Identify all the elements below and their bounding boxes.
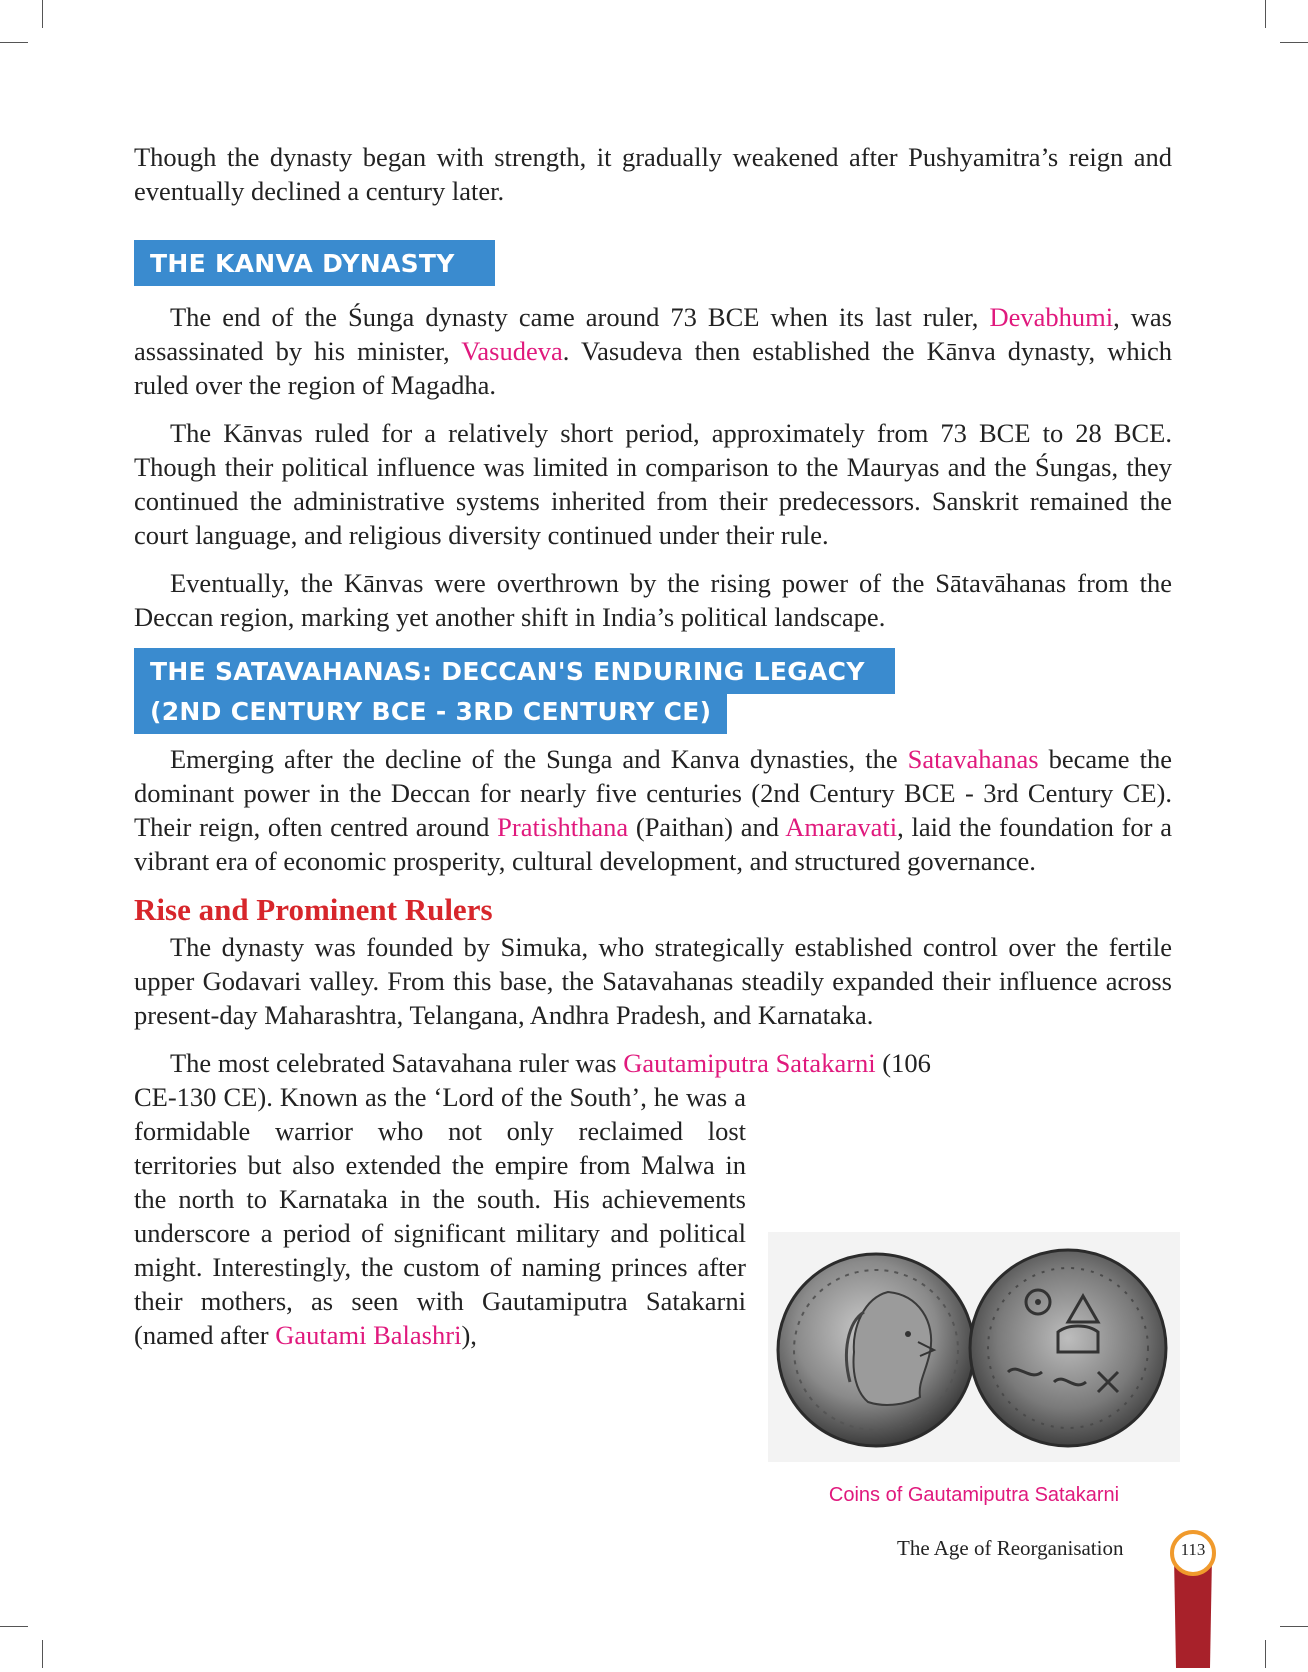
- rise-subheading: Rise and Prominent Rulers: [134, 892, 493, 927]
- page-number: 113: [1180, 1540, 1206, 1559]
- satavahana-heading-line-2: (2ND CENTURY BCE - 3RD CENTURY CE): [134, 694, 727, 734]
- kanva-paragraph-3: Eventually, the Kānvas were overthrown by the rising power of the Sātavāhanas from the Deccan region, marking yet another shift in India’s political landscape.: [134, 568, 1172, 632]
- coin-reverse: [970, 1250, 1166, 1446]
- highlight-devabhumi: Devabhumi: [989, 302, 1114, 332]
- figure-caption: Coins of Gautamiputra Satakarni: [828, 1484, 1120, 1506]
- crop-mark: [1280, 42, 1308, 43]
- coin-image: [768, 1232, 1180, 1462]
- highlight-vasudeva: Vasudeva: [461, 336, 563, 366]
- rise-paragraph-1: The dynasty was founded by Simuka, who strategically established control over the fertile upper Godavari valley. From this base, the Satavahanas steadily expanded their influence across present-day Maharashtra, Telangana, Andhra Pradesh, and Karnataka.: [134, 932, 1172, 1030]
- kanva-paragraph-1: The end of the Śunga dynasty came around 73 BCE when its last ruler, Devabhumi, was assassinated by his minister, Vasudeva. Vasudeva then established the Kānva dynasty, which ruled over the region of Magadha.: [134, 302, 1172, 400]
- satavahana-heading-line-1: THE SATAVAHANAS: DECCAN'S ENDURING LEGACY: [134, 648, 895, 694]
- highlight-amaravati: Amaravati: [785, 812, 898, 842]
- crop-mark: [1280, 1626, 1308, 1627]
- highlight-gautamiputra: Gautamiputra Satakarni: [623, 1048, 876, 1078]
- footer-chapter-title: The Age of Reorganisation: [897, 1536, 1124, 1560]
- highlight-satavahanas: Satavahanas: [907, 744, 1039, 774]
- kanva-paragraph-2: The Kānvas ruled for a relatively short period, approximately from 73 BCE to 28 BCE. Though their political influence was limited in comparison to the Mauryas and the Śungas, they continued the administrative systems inherited from their predecessors. Sanskrit remained the court language, and religious diversity continued under their rule.: [134, 418, 1172, 550]
- coin-figure: [768, 1232, 1180, 1507]
- page-body: [134, 140, 1172, 1352]
- coins-illustration: [768, 1232, 1180, 1462]
- kanva-heading-wrap: [134, 240, 1172, 286]
- crop-mark: [1265, 0, 1266, 28]
- page-number-ribbon: [1168, 1520, 1218, 1672]
- crop-mark: [0, 1626, 28, 1627]
- satavahana-paragraph: Emerging after the decline of the Sunga and Kanva dynasties, the Satavahanas became the dominant power in the Deccan for nearly five centuries (2nd Century BCE - 3rd Century CE). Their reign, often centred around Pratishthana (Paithan) and Amaravati, laid the foundation for a vibrant era of economic prosperity, cultural development, and structured governance.: [134, 744, 1172, 876]
- crop-mark: [1265, 1640, 1266, 1668]
- satavahana-heading-wrap: [134, 648, 1172, 734]
- highlight-gautami-balashri: Gautami Balashri: [275, 1320, 462, 1350]
- crop-mark: [42, 0, 43, 28]
- rise-paragraph-2-top: The most celebrated Satavahana ruler was Gautamiputra Satakarni (106: [170, 1048, 931, 1078]
- rise-paragraph-2-wrap: CE-130 CE). Known as the ‘Lord of the South’, he was a formidable warrior who not only reclaimed lost territories but also extended the empire from Malwa in the north to Karnataka in the south. His achievements underscore a period of significant military and political might. Interestingly, the custom of naming princes after their mothers, as seen with Gautamiputra Satakarni (named after Gautami Balashri),: [134, 1082, 746, 1350]
- crop-mark: [42, 1640, 43, 1668]
- kanva-heading: THE KANVA DYNASTY: [134, 240, 495, 286]
- crop-mark: [0, 42, 28, 43]
- intro-paragraph: Though the dynasty began with strength, it gradually weakened after Pushyamitra’s reign and eventually declined a century later.: [134, 142, 1172, 206]
- highlight-pratishthana: Pratishthana: [497, 812, 629, 842]
